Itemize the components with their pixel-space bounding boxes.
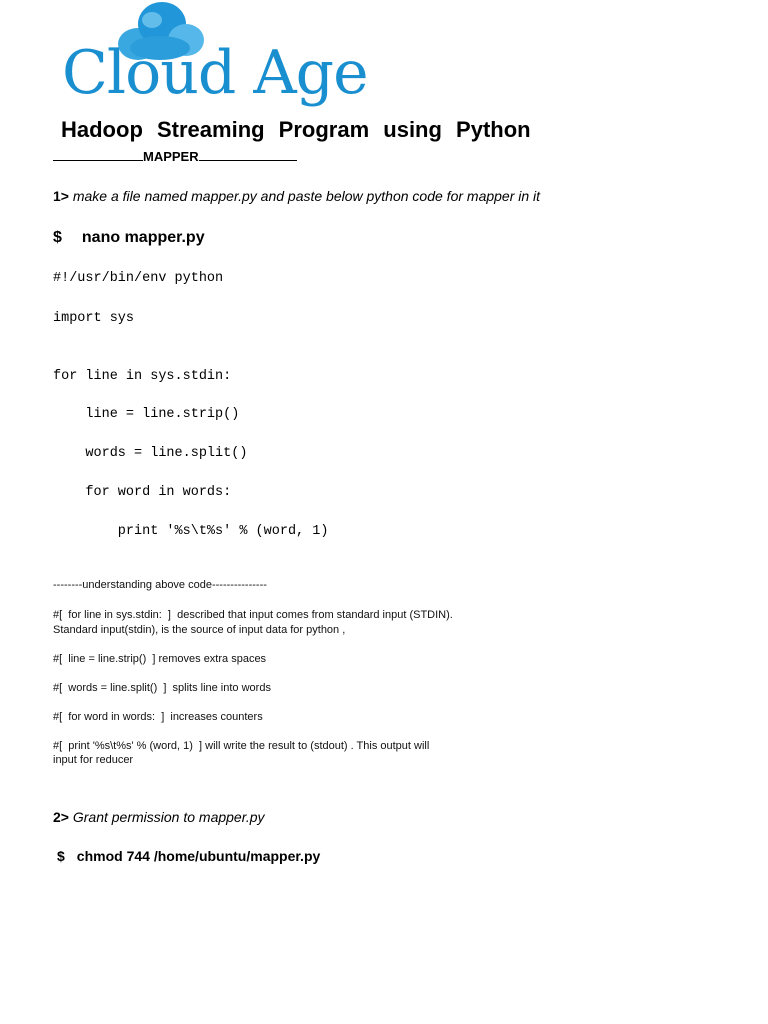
code-line: #!/usr/bin/env python — [53, 271, 224, 286]
note-1-line-1: #[ for line in sys.stdin: ] described that input comes from standard input (STDIN). — [53, 609, 453, 621]
code-line: line = line.strip() — [53, 407, 240, 422]
command-1-text: nano mapper.py — [81, 229, 205, 246]
step-2-text: Grant permission to mapper.py — [72, 809, 265, 825]
logo-text: Cloud Age — [62, 38, 368, 108]
note-5-line-1: #[ print '%s\t%s' % (word, 1) ] will write the result to (stdout) . This output will — [53, 740, 430, 752]
step-1-number: 1> — [53, 188, 69, 204]
command-2 — [57, 848, 320, 864]
step-1-text: make a file named mapper.py and paste below python code for mapper in it — [72, 188, 541, 204]
step-2-number: 2> — [53, 809, 69, 825]
command-1-prompt: $ — [53, 229, 62, 246]
code-line: for word in words: — [53, 485, 232, 500]
note-1-line-2: Standard input(stdin), is the source of input data for python , — [53, 624, 346, 636]
section-label: MAPPER — [143, 149, 199, 164]
command-2-text: chmod 744 /home/ubuntu/mapper.py — [76, 848, 321, 864]
step-2 — [53, 809, 265, 825]
note-2: #[ line = line.strip() ] removes extra spaces — [53, 653, 267, 665]
command-2-prompt: $ — [57, 848, 65, 864]
note-3: #[ words = line.split() ] splits line into words — [53, 682, 271, 694]
page-title: Hadoop Streaming Program using Python — [61, 117, 531, 142]
section-heading — [53, 148, 297, 164]
note-5-line-2: input for reducer — [53, 754, 134, 766]
notes-header: --------understanding above code--------------- — [53, 579, 267, 591]
code-line: import sys — [53, 311, 135, 326]
code-line: for line in sys.stdin: — [53, 369, 232, 384]
note-4: #[ for word in words: ] increases counters — [53, 711, 263, 723]
step-1 — [53, 188, 540, 204]
cloudage-logo — [62, 0, 368, 112]
code-line: words = line.split() — [53, 446, 248, 461]
code-line: print '%s\t%s' % (word, 1) — [53, 524, 329, 539]
command-1 — [53, 229, 205, 247]
